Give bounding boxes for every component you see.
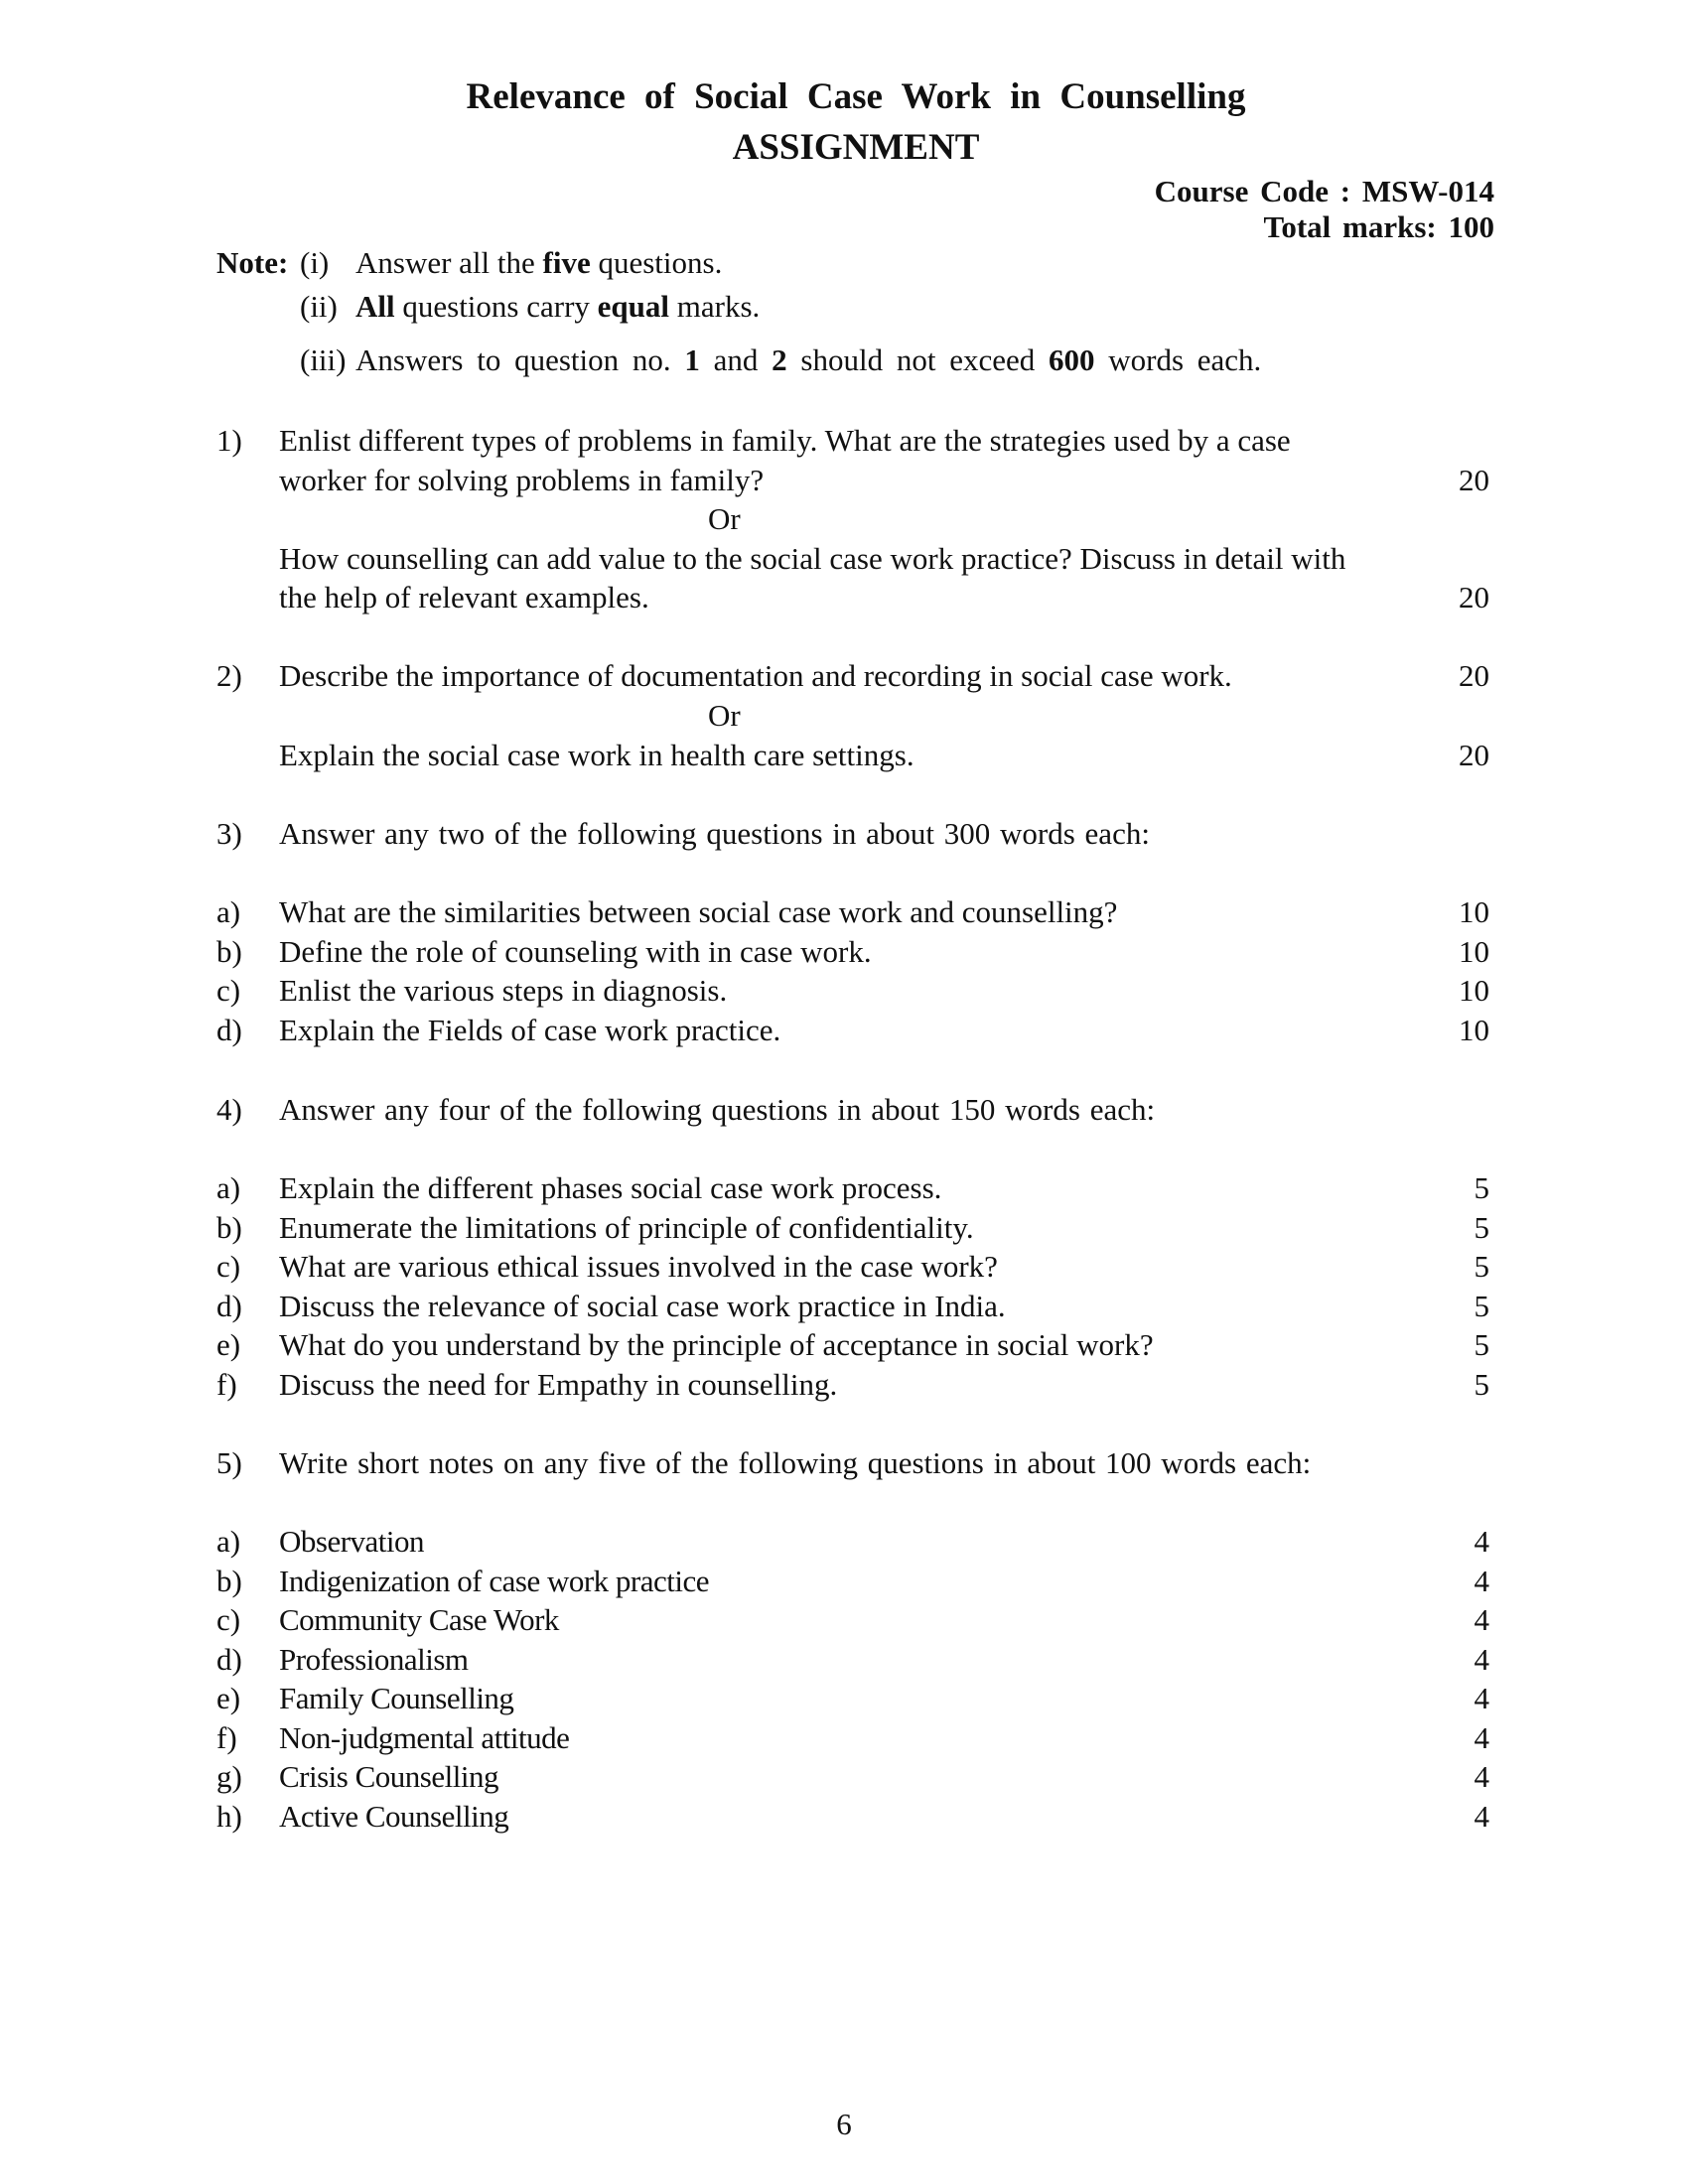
subquestion-label: d) bbox=[216, 1288, 242, 1323]
subquestion-marks: 10 bbox=[1459, 894, 1489, 929]
question-prompt: Answer any four of the following questions in about 150 words each: bbox=[279, 1092, 1156, 1127]
or-separator: Or bbox=[708, 501, 741, 536]
subquestion-label: b) bbox=[216, 1209, 242, 1245]
note-label: Note: bbox=[216, 245, 289, 280]
subquestion-text: Define the role of counseling with in case work. bbox=[279, 933, 872, 969]
question-prompt: Answer any two of the following questions in about 300 words each: bbox=[279, 816, 1150, 851]
note-text: marks. bbox=[669, 289, 761, 324]
subquestion-marks: 4 bbox=[1474, 1602, 1489, 1637]
question-number: 4) bbox=[216, 1092, 242, 1127]
note-emphasis: 600 bbox=[1049, 342, 1095, 377]
course-code: Course Code : MSW-014 bbox=[1154, 174, 1494, 208]
note-emphasis: All bbox=[355, 289, 395, 324]
note-emphasis: equal bbox=[597, 289, 670, 324]
subquestion-label: a) bbox=[216, 1524, 241, 1559]
question-prompt: Write short notes on any five of the following questions in about 100 words each: bbox=[279, 1445, 1312, 1480]
subquestion-label: e) bbox=[216, 1681, 241, 1715]
note-text: Answer all the bbox=[355, 245, 543, 280]
subquestion-marks: 4 bbox=[1474, 1719, 1489, 1755]
subquestion-text: Community Case Work bbox=[279, 1602, 559, 1637]
subquestion-text: Enumerate the limitations of principle of confidentiality. bbox=[279, 1209, 974, 1245]
question-number: 3) bbox=[216, 816, 242, 851]
note-item-number: (ii) bbox=[300, 289, 338, 324]
subquestion-label: g) bbox=[216, 1759, 242, 1794]
question-text: worker for solving problems in family? bbox=[279, 463, 765, 497]
total-marks: Total marks: 100 bbox=[1263, 209, 1494, 244]
subquestion-label: d) bbox=[216, 1641, 242, 1677]
subquestion-text: Family Counselling bbox=[279, 1681, 514, 1715]
question-text: Enlist different types of problems in family. What are the strategies used by a case bbox=[279, 423, 1291, 458]
document-subtitle: ASSIGNMENT bbox=[732, 127, 980, 168]
subquestion-label: c) bbox=[216, 973, 241, 1008]
subquestion-marks: 5 bbox=[1474, 1366, 1489, 1402]
question-text: Explain the social case work in health care settings. bbox=[279, 738, 914, 772]
note-text: should not exceed bbox=[786, 342, 1049, 377]
subquestion-label: b) bbox=[216, 1563, 242, 1598]
subquestion-marks: 5 bbox=[1474, 1249, 1489, 1284]
subquestion-text: What do you understand by the principle of acceptance in social work? bbox=[279, 1327, 1154, 1362]
note-emphasis: 2 bbox=[772, 342, 787, 377]
subquestion-marks: 10 bbox=[1459, 1012, 1489, 1047]
subquestion-marks: 5 bbox=[1474, 1209, 1489, 1245]
subquestion-label: e) bbox=[216, 1327, 241, 1362]
question-number: 1) bbox=[216, 423, 242, 458]
note-text: words each. bbox=[1094, 342, 1262, 377]
subquestion-label: h) bbox=[216, 1798, 242, 1834]
subquestion-text: Discuss the need for Empathy in counselling. bbox=[279, 1366, 838, 1402]
subquestion-marks: 4 bbox=[1474, 1563, 1489, 1598]
subquestion-text: What are the similarities between social case work and counselling? bbox=[279, 894, 1118, 929]
note-text: questions carry bbox=[394, 289, 598, 324]
subquestion-label: f) bbox=[216, 1719, 237, 1755]
question-number: 5) bbox=[216, 1445, 242, 1480]
subquestion-marks: 5 bbox=[1474, 1288, 1489, 1323]
question-text: Describe the importance of documentation and recording in social case work. bbox=[279, 658, 1232, 693]
subquestion-marks: 10 bbox=[1459, 933, 1489, 969]
subquestion-text: Non-judgmental attitude bbox=[279, 1719, 570, 1755]
subquestion-label: c) bbox=[216, 1602, 241, 1637]
subquestion-text: Crisis Counselling bbox=[279, 1759, 498, 1794]
subquestion-label: c) bbox=[216, 1249, 241, 1284]
question-marks: 20 bbox=[1459, 463, 1489, 497]
document-title: Relevance of Social Case Work in Counselling bbox=[466, 76, 1246, 117]
note-item-text bbox=[355, 245, 722, 281]
note-emphasis: 1 bbox=[684, 342, 700, 377]
note-emphasis: five bbox=[542, 245, 591, 280]
subquestion-text: Observation bbox=[279, 1524, 425, 1559]
subquestion-text: Explain the different phases social case work process. bbox=[279, 1170, 942, 1205]
question-text: How counselling can add value to the social case work practice? Discuss in detail with bbox=[279, 541, 1346, 576]
or-separator: Or bbox=[708, 698, 741, 733]
subquestion-marks: 4 bbox=[1474, 1681, 1489, 1715]
subquestion-marks: 4 bbox=[1474, 1759, 1489, 1794]
subquestion-text: Active Counselling bbox=[279, 1798, 509, 1834]
subquestion-marks: 10 bbox=[1459, 973, 1489, 1008]
question-text: the help of relevant examples. bbox=[279, 580, 649, 614]
note-item-number: (iii) bbox=[300, 342, 347, 377]
question-number: 2) bbox=[216, 658, 242, 693]
subquestion-marks: 4 bbox=[1474, 1641, 1489, 1677]
subquestion-label: f) bbox=[216, 1366, 237, 1402]
subquestion-marks: 5 bbox=[1474, 1327, 1489, 1362]
note-item-text bbox=[355, 289, 760, 325]
subquestion-marks: 4 bbox=[1474, 1524, 1489, 1559]
question-marks: 20 bbox=[1459, 738, 1489, 772]
subquestion-text: What are various ethical issues involved in the case work? bbox=[279, 1249, 998, 1284]
subquestion-text: Indigenization of case work practice bbox=[279, 1563, 710, 1598]
note-text: questions. bbox=[590, 245, 723, 280]
subquestion-label: b) bbox=[216, 933, 242, 969]
question-marks: 20 bbox=[1459, 580, 1489, 614]
question-marks: 20 bbox=[1459, 658, 1489, 693]
page-number: 6 bbox=[836, 2107, 852, 2141]
note-text: Answers to question no. bbox=[355, 342, 685, 377]
subquestion-label: a) bbox=[216, 1170, 241, 1205]
subquestion-marks: 4 bbox=[1474, 1798, 1489, 1834]
subquestion-label: a) bbox=[216, 894, 241, 929]
subquestion-text: Professionalism bbox=[279, 1641, 469, 1677]
subquestion-marks: 5 bbox=[1474, 1170, 1489, 1205]
note-text: and bbox=[699, 342, 773, 377]
subquestion-text: Discuss the relevance of social case work practice in India. bbox=[279, 1288, 1006, 1323]
subquestion-label: d) bbox=[216, 1012, 242, 1047]
subquestion-text: Explain the Fields of case work practice. bbox=[279, 1012, 781, 1047]
note-item-number: (i) bbox=[300, 245, 330, 280]
subquestion-text: Enlist the various steps in diagnosis. bbox=[279, 973, 728, 1008]
note-item-text bbox=[355, 342, 1261, 378]
